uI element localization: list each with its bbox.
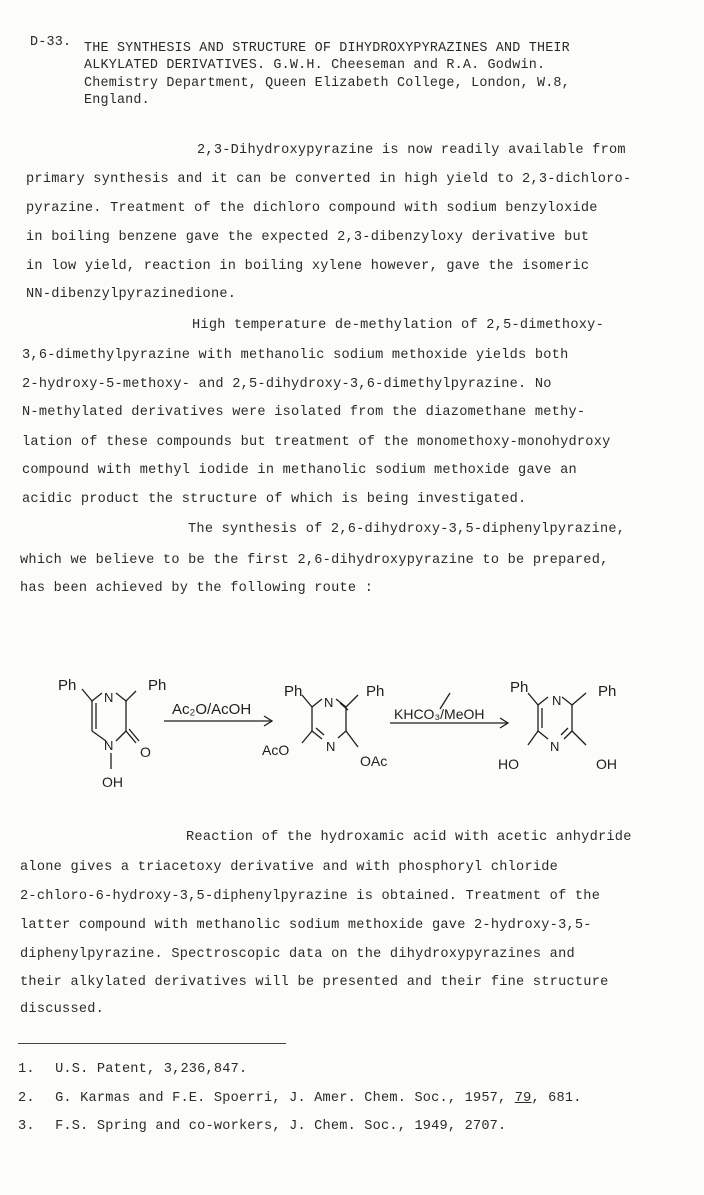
abstract-number: D-33.	[30, 35, 72, 50]
text-line: pyrazine. Treatment of the dichloro compound with sodium benzyloxide	[26, 201, 598, 216]
text-line: 2,3-Dihydroxypyrazine is now readily available from	[197, 143, 626, 158]
text-line: NN-dibenzylpyrazinedione.	[26, 287, 237, 302]
nitrogen-label: N	[550, 739, 560, 754]
text-line: 3,6-dimethylpyrazine with methanolic sodium methoxide yields both	[22, 348, 569, 363]
phenyl-label: Ph	[598, 683, 617, 700]
hydroxyl-label: OH	[596, 756, 617, 772]
text-line: The synthesis of 2,6-dihydroxy-3,5-diphenylpyrazine,	[188, 522, 626, 537]
phenyl-label: Ph	[366, 683, 385, 700]
text-line: acidic product the structure of which is being investigated.	[22, 492, 527, 507]
reagent-2-label: KHCO₃/MeOH	[394, 706, 485, 722]
acetoxy-label: OAc	[360, 753, 388, 769]
text-line: in boiling benzene gave the expected 2,3-dibenzyloxy derivative but	[26, 230, 590, 245]
text-line: N-methylated derivatives were isolated from the diazomethane methy-	[22, 405, 586, 420]
acetoxy-label: AcO	[262, 742, 290, 758]
text-line: discussed.	[20, 1002, 105, 1017]
text-line: latter compound with methanolic sodium methoxide gave 2-hydroxy-3,5-	[20, 918, 592, 933]
reaction-scheme	[40, 665, 680, 815]
reference-item	[18, 1119, 506, 1134]
reference-number: 3.	[18, 1119, 35, 1134]
reference-text: F.S. Spring and co-workers, J. Chem. Soc., 1949, 2707.	[55, 1119, 507, 1134]
affiliation-line-2: England.	[84, 93, 150, 108]
nitrogen-label: N	[552, 693, 562, 708]
text-line: lation of these compounds but treatment of the monomethoxy-monohydroxy	[22, 435, 611, 450]
reference-item	[18, 1062, 247, 1077]
abstract-title-line-2: ALKYLATED DERIVATIVES. G.W.H. Cheeseman and R.A. Godwin.	[84, 58, 546, 73]
reference-text-end: , 681.	[531, 1091, 582, 1106]
text-line: alone gives a triacetoxy derivative and with phosphoryl chloride	[20, 860, 559, 875]
text-line: which we believe to be the first 2,6-dihydroxypyrazine to be prepared,	[20, 553, 609, 568]
reference-volume: 79	[514, 1091, 532, 1106]
phenyl-label: Ph	[148, 677, 167, 694]
phenyl-label: Ph	[58, 677, 77, 694]
text-line: primary synthesis and it can be converted in high yield to 2,3-dichloro-	[26, 172, 632, 187]
text-line: 2-chloro-6-hydroxy-3,5-diphenylpyrazine is obtained. Treatment of the	[20, 889, 601, 904]
text-line: High temperature de-methylation of 2,5-dimethoxy-	[192, 318, 604, 333]
nitrogen-label: N	[104, 738, 114, 753]
reference-text: G. Karmas and F.E. Spoerri, J. Amer. Chem. Soc., 1957,	[55, 1091, 515, 1106]
hydroxyl-label: OH	[102, 774, 123, 790]
abstract-title-line-1: THE SYNTHESIS AND STRUCTURE OF DIHYDROXYPYRAZINES AND THEIR	[84, 41, 570, 56]
oxygen-label: O	[140, 744, 151, 760]
text-line: in low yield, reaction in boiling xylene however, gave the isomeric	[26, 259, 590, 274]
affiliation-line-1: Chemistry Department, Queen Elizabeth College, London, W.8,	[84, 76, 570, 91]
reference-text: U.S. Patent, 3,236,847.	[55, 1062, 248, 1077]
footnote-divider	[18, 1043, 286, 1044]
reference-item	[18, 1091, 582, 1106]
text-line: has been achieved by the following route :	[20, 581, 374, 596]
phenyl-label: Ph	[510, 679, 529, 696]
nitrogen-label: N	[326, 739, 336, 754]
text-line: diphenylpyrazine. Spectroscopic data on the dihydroxypyrazines and	[20, 947, 575, 962]
reference-number: 1.	[18, 1062, 35, 1077]
text-line: compound with methyl iodide in methanolic sodium methoxide gave an	[22, 463, 577, 478]
text-line: their alkylated derivatives will be presented and their fine structure	[20, 975, 609, 990]
nitrogen-label: N	[104, 690, 114, 705]
text-line: Reaction of the hydroxamic acid with acetic anhydride	[186, 830, 632, 845]
text-line: 2-hydroxy-5-methoxy- and 2,5-dihydroxy-3,6-dimethylpyrazine. No	[22, 377, 552, 392]
phenyl-label: Ph	[284, 683, 303, 700]
reference-number: 2.	[18, 1091, 35, 1106]
nitrogen-label: N	[324, 695, 334, 710]
hydroxyl-label: HO	[498, 756, 519, 772]
reagent-1-label: Ac₂O/AcOH	[172, 701, 252, 718]
